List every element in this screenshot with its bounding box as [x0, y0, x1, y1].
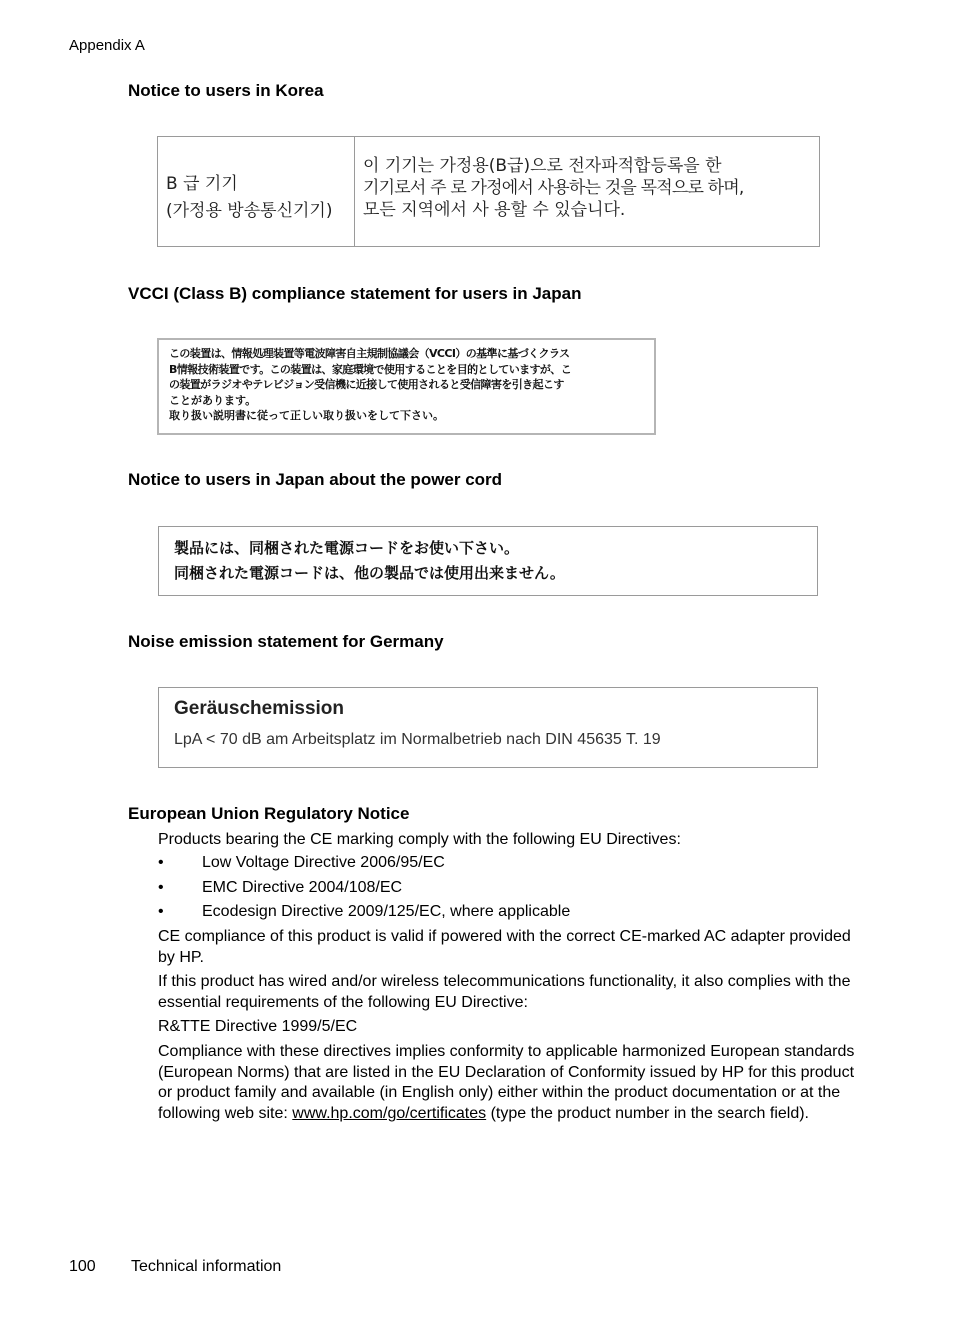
korea-right-line: 이 기기는 가정용(B급)으로 전자파적합등록을 한	[363, 156, 722, 176]
bullet-marker: •	[158, 854, 164, 871]
germany-heading: Noise emission statement for Germany	[128, 632, 444, 651]
germany-notice-line: LpA < 70 dB am Arbeitsplatz im Normalbetrieb nach DIN 45635 T. 19	[174, 731, 661, 748]
power-cord-text	[174, 536, 565, 586]
eu-conformity-text: Compliance with these directives implies conformity to applicable harmonized European standards (European Norms) that are listed in the EU Declaration of Conformity issued by HP for this product or product family and available (in English only) either within the product documentation or at the following web site:	[158, 1043, 855, 1122]
eu-directive-item: EMC Directive 2004/108/EC	[202, 879, 403, 896]
bullet-marker: •	[158, 879, 164, 896]
vcci-text	[169, 346, 571, 424]
eu-heading: European Union Regulatory Notice	[128, 804, 410, 823]
certificates-link[interactable]: www.hp.com/go/certificates	[292, 1104, 487, 1122]
eu-directive-item: Ecodesign Directive 2009/125/EC, where applicable	[202, 903, 571, 920]
running-head: Appendix A	[69, 37, 145, 54]
korea-heading: Notice to users in Korea	[128, 81, 324, 100]
power-cord-notice-image	[158, 526, 818, 596]
vcci-line: 取り扱い説明書に従って正しい取り扱いをして下さい。	[169, 409, 444, 422]
vcci-line: B情報技術装置です。この装置は、家庭環境で使用することを目的としていますが、こ	[169, 362, 572, 376]
bullet-marker: •	[158, 903, 164, 920]
power-cord-line: 同梱された電源コードは、他の製品では使用出来ません。	[174, 564, 565, 582]
eu-paragraph-conformity	[158, 1042, 870, 1124]
vcci-line: ことがあります。	[169, 393, 257, 407]
korea-left-line: B 급 기기	[166, 174, 238, 194]
korea-left-line: (가정용 방송통신기기)	[166, 201, 333, 221]
korea-right-line: 기기로서 주 로 가정에서 사용하는 것을 목적으로 하며,	[363, 178, 744, 198]
vcci-line: の装置がラジオやテレビジョン受信機に近接して使用されると受信障害を引き起こす	[169, 378, 564, 391]
power-cord-line: 製品には、同梱された電源コードをお使い下さい。	[174, 539, 520, 557]
eu-paragraph-ce-compliance: CE compliance of this product is valid if powered with the correct CE-marked AC adapter provided by HP.	[158, 928, 851, 966]
page-number: 100	[69, 1258, 96, 1275]
eu-directive-item: Low Voltage Directive 2006/95/EC	[202, 854, 445, 871]
eu-conformity-text-end: (type the product number in the search field).	[486, 1104, 809, 1122]
vcci-heading: VCCI (Class B) compliance statement for users in Japan	[128, 284, 582, 303]
eu-paragraph-rtte: R&TTE Directive 1999/5/EC	[158, 1018, 358, 1035]
vcci-line: この装置は、情報処理装置等電波障害自主規制協議会（VCCI）の基準に基づくクラス	[169, 347, 570, 360]
korea-right-line: 모든 지역에서 사 용할 수 있습니다.	[363, 200, 626, 220]
vcci-notice-image	[157, 338, 656, 435]
footer-section-title: Technical information	[131, 1258, 282, 1275]
korea-notice-image	[157, 136, 820, 247]
korea-right-cell	[363, 155, 744, 221]
germany-notice-image	[158, 687, 818, 768]
germany-notice-title: Geräuschemission	[174, 698, 345, 719]
eu-intro: Products bearing the CE marking comply with the following EU Directives:	[158, 831, 681, 848]
korea-left-cell	[158, 137, 355, 246]
eu-paragraph-telecom: If this product has wired and/or wireless telecommunications functionality, it also complies with the essential requirements of the following EU Directive:	[158, 973, 851, 1011]
power-cord-heading: Notice to users in Japan about the power cord	[128, 470, 503, 489]
